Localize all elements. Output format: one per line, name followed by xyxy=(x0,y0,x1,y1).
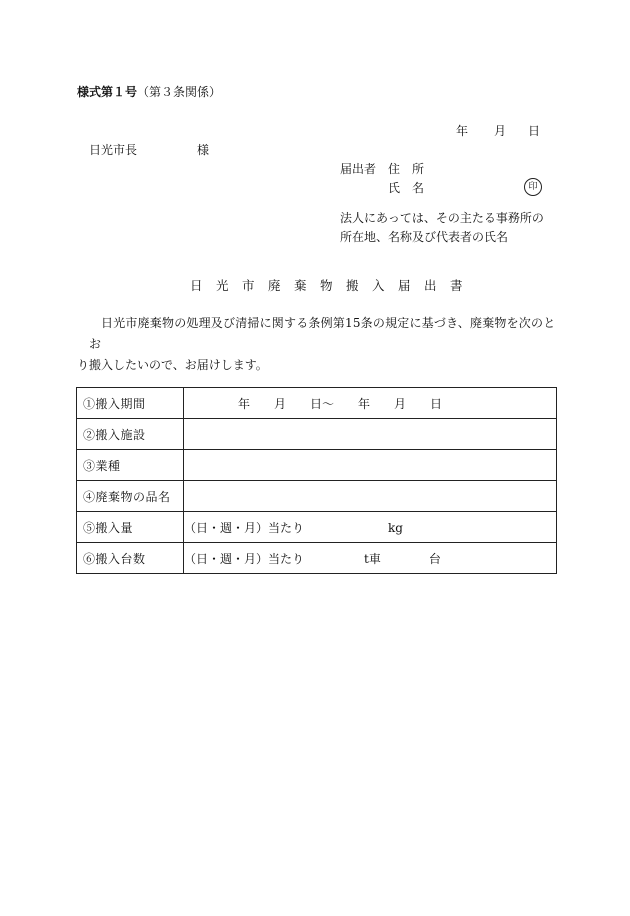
table-row xyxy=(77,481,557,512)
form-related-article: （第３条関係） xyxy=(137,85,222,99)
form-number-label: 様式第１号 xyxy=(77,85,138,99)
waste-item-field[interactable] xyxy=(184,481,557,512)
row-label: ④廃棄物の品名 xyxy=(77,481,184,512)
industry-field[interactable] xyxy=(184,450,557,481)
row-label: ③業種 xyxy=(77,450,184,481)
facility-field[interactable] xyxy=(184,419,557,450)
vehicle-count-field[interactable]: （日・週・月）当たり t車 台 xyxy=(184,543,557,574)
date-line xyxy=(456,122,540,139)
body-paragraph xyxy=(77,313,559,376)
seal-mark-icon: 印 xyxy=(524,178,542,196)
date-month: 月 xyxy=(494,124,507,138)
table-row xyxy=(77,543,557,574)
document-title: 日光市廃棄物搬入届出書 xyxy=(190,278,477,293)
row-label: ⑤搬入量 xyxy=(77,512,184,543)
date-day: 日 xyxy=(528,124,541,138)
form-number xyxy=(77,83,221,100)
corporate-note-line1: 法人にあっては、その主たる事務所の xyxy=(340,211,544,225)
row-label: ⑥搬入台数 xyxy=(77,543,184,574)
period-field[interactable]: 年 月 日～ 年 月 日 xyxy=(184,388,557,419)
notification-table xyxy=(76,387,557,574)
body-line-2: り搬入したいので、お届けします。 xyxy=(77,358,268,372)
notifier-name-label: 氏 名 xyxy=(340,181,425,195)
amount-field[interactable]: （日・週・月）当たり kg xyxy=(184,512,557,543)
body-line-1: 日光市廃棄物の処理及び清掃に関する条例第15条の規定に基づき、廃棄物を次のとお xyxy=(89,316,556,351)
table-row xyxy=(77,512,557,543)
table-row xyxy=(77,388,557,419)
date-year: 年 xyxy=(456,124,469,138)
table-row xyxy=(77,419,557,450)
row-label: ①搬入期間 xyxy=(77,388,184,419)
corporate-note-line2: 所在地、名称及び代表者の氏名 xyxy=(340,230,509,244)
notifier-address-label: 届出者 住 所 xyxy=(340,162,425,176)
row-label: ②搬入施設 xyxy=(77,419,184,450)
addressee: 日光市長 様 xyxy=(89,143,210,157)
table-row xyxy=(77,450,557,481)
